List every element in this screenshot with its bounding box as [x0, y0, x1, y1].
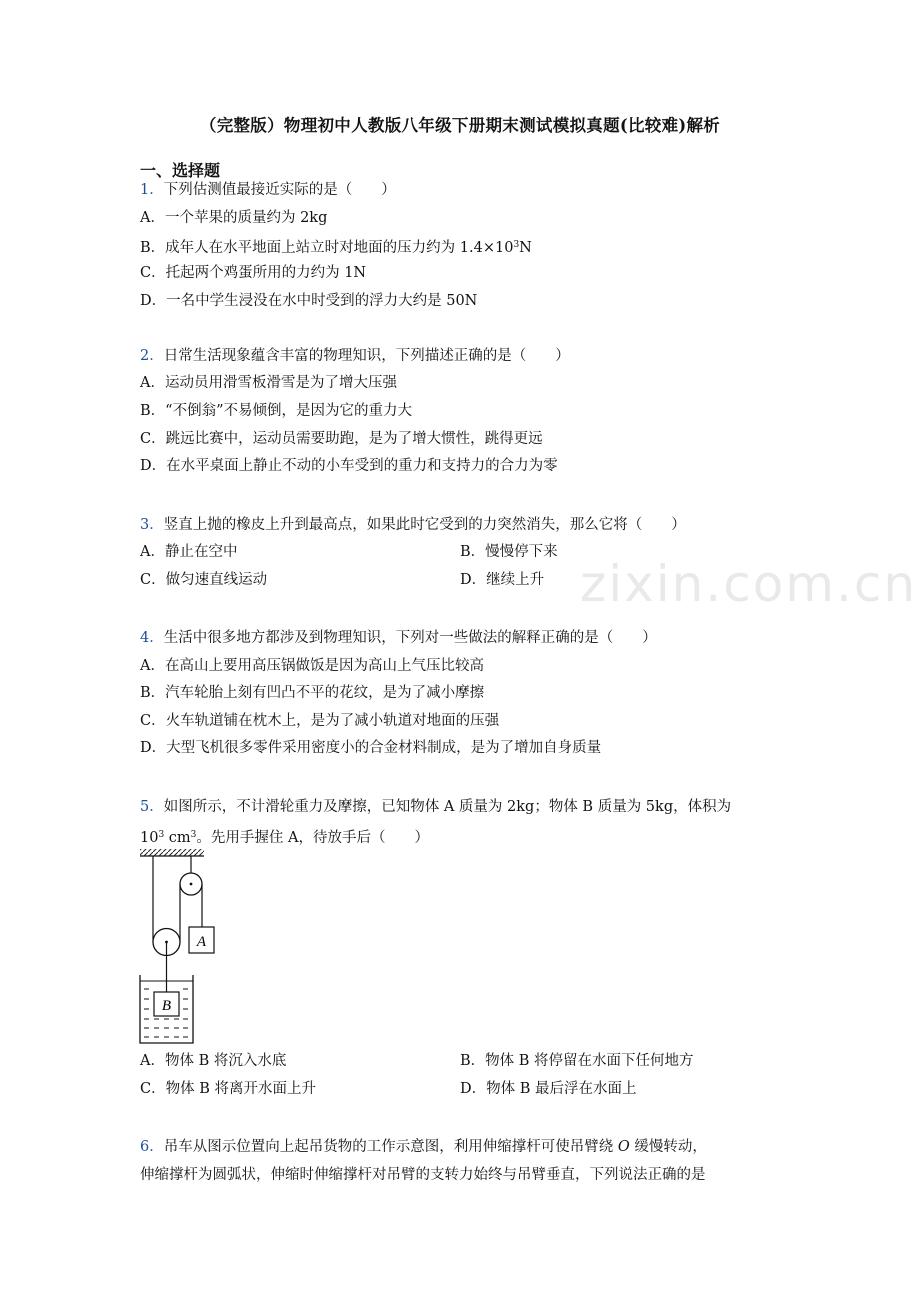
question-number: 2． [140, 348, 164, 364]
option-b: B．汽车轮胎上刻有凹凸不平的花纹，是为了减小摩擦 [140, 685, 485, 701]
option-a: A．运动员用滑雪板滑雪是为了增大压强 [140, 375, 397, 391]
question-stem: 6．吊车从图示位置向上起吊货物的工作示意图，利用伸缩撑杆可使吊臂绕 O 缓慢转动， [140, 1139, 707, 1155]
question-number: 4． [140, 630, 164, 646]
question-stem: 3．竖直上抛的橡皮上升到最高点，如果此时它受到的力突然消失，那么它将（ ） [140, 517, 686, 533]
question-stem-continued: $10^3$ $cm^3$。先用手握住 A，待放手后（ ） [140, 830, 429, 846]
question-number: 3． [140, 517, 164, 533]
option-d: D．在水平桌面上静止不动的小车受到的重力和支持力的合力为零 [140, 458, 558, 474]
question-stem: 1．下列估测值最接近实际的是（ ） [140, 182, 396, 198]
option-c: C．物体 B 将离开水面上升 [140, 1081, 316, 1097]
option-a: A．静止在空中 [140, 544, 238, 560]
question-stem: 2．日常生活现象蕴含丰富的物理知识，下列描述正确的是（ ） [140, 348, 570, 364]
option-d: D．一名中学生浸没在水中时受到的浮力大约是 50N [140, 293, 478, 309]
question-stem-continued: 伸缩撑杆为圆弧状，伸缩时伸缩撑杆对吊臂的支转力始终与吊臂垂直，下列说法正确的是 [140, 1167, 706, 1183]
option-b: B．“不倒翁”不易倾倒，是因为它的重力大 [140, 403, 412, 419]
option-a: A．一个苹果的质量约为 2kg [140, 210, 328, 226]
option-d: D．大型飞机很多零件采用密度小的合金材料制成，是为了增加自身质量 [140, 740, 602, 756]
block-a-label: A [196, 934, 207, 950]
question-stem: 4．生活中很多地方都涉及到物理知识，下列对一些做法的解释正确的是（ ） [140, 630, 657, 646]
question-number: 6． [140, 1139, 164, 1155]
ceiling-hatch [140, 849, 204, 856]
block-b-label: B [161, 998, 172, 1014]
option-c: C．火车轨道铺在枕木上，是为了减小轨道对地面的压强 [140, 713, 500, 729]
option-c: C．托起两个鸡蛋所用的力约为 1N [140, 265, 367, 281]
question-number: 1． [140, 182, 164, 198]
option-b: B．物体 B 将停留在水面下任何地方 [460, 1053, 694, 1069]
option-a: A．在高山上要用高压锅做饭是因为高山上气压比较高 [140, 658, 484, 674]
option-c: C．跳远比赛中，运动员需要助跑，是为了增大惯性，跳得更远 [140, 431, 543, 447]
option-b: B．慢慢停下来 [460, 544, 558, 560]
option-b: B．成年人在水平地面上站立时对地面的压力约为 $1.4\times 10^3N$ [140, 240, 532, 256]
page-title: （完整版）物理初中人教版八年级下册期末测试模拟真题(比较难)解析 [199, 116, 721, 135]
option-d: D．继续上升 [460, 572, 545, 588]
option-a: A．物体 B 将沉入水底 [140, 1053, 287, 1069]
watermark: zixin.com.cn [580, 555, 918, 613]
option-c: C．做匀速直线运动 [140, 572, 268, 588]
question-number: 5． [140, 799, 164, 815]
question-stem: 5．如图所示，不计滑轮重力及摩擦，已知物体 A 质量为 2kg；物体 B 质量为 5kg，体积为 [140, 799, 732, 815]
option-d: D．物体 B 最后浮在水面上 [460, 1081, 637, 1097]
section-title: 一、选择题 [140, 161, 221, 180]
pulley-figure [138, 847, 228, 1047]
